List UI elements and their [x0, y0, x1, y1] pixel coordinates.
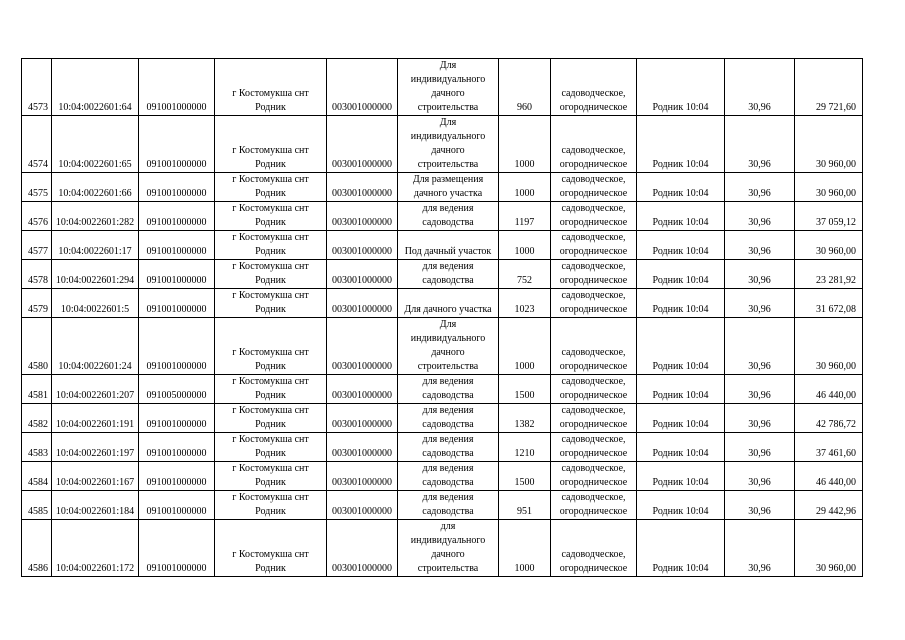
oktmo-code-cell: 003001000000: [327, 520, 398, 577]
row-number-cell: 4583: [22, 433, 52, 462]
address-line: г Костомукша снт: [232, 347, 309, 358]
permitted-use-line: индивидуального: [410, 74, 486, 85]
permitted-use-cell: [398, 116, 499, 173]
permitted-use-line: садоводства: [422, 477, 474, 488]
cadastral-number-cell: 10:04:0022601:24: [52, 318, 139, 375]
category-cell: [551, 375, 637, 404]
okato-code-cell: 091001000000: [139, 404, 215, 433]
category-line: огородническое: [559, 419, 628, 430]
category-line: огородническое: [559, 506, 628, 517]
unit-price-cell: 30,96: [725, 520, 795, 577]
address-line: г Костомукша снт: [232, 88, 309, 99]
table-row: [22, 59, 863, 116]
category-cell: [551, 433, 637, 462]
cadastral-number-cell: 10:04:0022601:197: [52, 433, 139, 462]
area-cell: 951: [499, 491, 551, 520]
category-cell: [551, 404, 637, 433]
permitted-use-line: для ведения: [422, 492, 474, 503]
category-line: садоводческое,: [561, 145, 626, 156]
permitted-use-cell: [398, 404, 499, 433]
address-cell: [215, 433, 327, 462]
table-row: [22, 202, 863, 231]
table-row: [22, 318, 863, 375]
permitted-use-line: дачного: [431, 88, 465, 99]
permitted-use-line: садоводства: [422, 275, 474, 286]
cadastral-value-cell: 23 281,92: [795, 260, 863, 289]
unit-price-cell: 30,96: [725, 433, 795, 462]
permitted-use-cell: [398, 231, 499, 260]
unit-price-cell: 30,96: [725, 202, 795, 231]
address-line: г Костомукша снт: [232, 232, 309, 243]
category-line: огородническое: [559, 217, 628, 228]
cadastral-value-cell: 31 672,08: [795, 289, 863, 318]
cadastral-value-cell: 30 960,00: [795, 520, 863, 577]
unit-price-cell: 30,96: [725, 375, 795, 404]
address-cell: [215, 116, 327, 173]
oktmo-code-cell: 003001000000: [327, 59, 398, 116]
address-line: Родник: [255, 304, 286, 315]
unit-price-cell: 30,96: [725, 59, 795, 116]
valuation-zone-cell: Родник 10:04: [637, 289, 725, 318]
cadastral-value-cell: 42 786,72: [795, 404, 863, 433]
table-row: [22, 173, 863, 202]
category-line: огородническое: [559, 361, 628, 372]
cadastral-number-cell: 10:04:0022601:184: [52, 491, 139, 520]
address-line: г Костомукша снт: [232, 203, 309, 214]
permitted-use-cell: [398, 433, 499, 462]
oktmo-code-cell: 003001000000: [327, 116, 398, 173]
address-cell: [215, 289, 327, 318]
permitted-use-line: садоводства: [422, 217, 474, 228]
oktmo-code-cell: 003001000000: [327, 433, 398, 462]
row-number-cell: 4577: [22, 231, 52, 260]
oktmo-code-cell: 003001000000: [327, 375, 398, 404]
unit-price-cell: 30,96: [725, 231, 795, 260]
row-number-cell: 4584: [22, 462, 52, 491]
address-line: г Костомукша снт: [232, 434, 309, 445]
permitted-use-cell: [398, 260, 499, 289]
category-cell: [551, 59, 637, 116]
oktmo-code-cell: 003001000000: [327, 491, 398, 520]
table-row: [22, 375, 863, 404]
oktmo-code-cell: 003001000000: [327, 318, 398, 375]
okato-code-cell: 091005000000: [139, 375, 215, 404]
table-row: [22, 404, 863, 433]
category-line: садоводческое,: [561, 203, 626, 214]
row-number-cell: 4581: [22, 375, 52, 404]
category-line: садоводческое,: [561, 549, 626, 560]
address-cell: [215, 520, 327, 577]
permitted-use-line: индивидуального: [410, 131, 486, 142]
permitted-use-cell: [398, 462, 499, 491]
oktmo-code-cell: 003001000000: [327, 202, 398, 231]
address-line: г Костомукша снт: [232, 463, 309, 474]
okato-code-cell: 091001000000: [139, 433, 215, 462]
address-cell: [215, 375, 327, 404]
address-line: г Костомукша снт: [232, 261, 309, 272]
category-line: огородническое: [559, 477, 628, 488]
permitted-use-cell: [398, 202, 499, 231]
unit-price-cell: 30,96: [725, 462, 795, 491]
permitted-use-line: Для: [439, 319, 457, 330]
table-row: [22, 289, 863, 318]
address-line: Родник: [255, 102, 286, 113]
category-line: садоводческое,: [561, 261, 626, 272]
row-number-cell: 4586: [22, 520, 52, 577]
category-line: огородническое: [559, 448, 628, 459]
category-line: огородническое: [559, 390, 628, 401]
category-cell: [551, 520, 637, 577]
address-cell: [215, 491, 327, 520]
unit-price-cell: 30,96: [725, 404, 795, 433]
address-line: Родник: [255, 448, 286, 459]
address-cell: [215, 59, 327, 116]
table-row: [22, 116, 863, 173]
valuation-zone-cell: Родник 10:04: [637, 231, 725, 260]
valuation-zone-cell: Родник 10:04: [637, 433, 725, 462]
unit-price-cell: 30,96: [725, 318, 795, 375]
permitted-use-line: индивидуального: [410, 535, 486, 546]
area-cell: 1197: [499, 202, 551, 231]
address-line: г Костомукша снт: [232, 492, 309, 503]
category-line: огородническое: [559, 304, 628, 315]
cadastral-number-cell: 10:04:0022601:167: [52, 462, 139, 491]
category-line: садоводческое,: [561, 174, 626, 185]
cadastral-value-cell: 30 960,00: [795, 318, 863, 375]
permitted-use-line: садоводства: [422, 506, 474, 517]
area-cell: 1000: [499, 231, 551, 260]
okato-code-cell: 091001000000: [139, 59, 215, 116]
table-row: [22, 433, 863, 462]
permitted-use-cell: [398, 173, 499, 202]
permitted-use-line: дачного участка: [413, 188, 483, 199]
oktmo-code-cell: 003001000000: [327, 260, 398, 289]
unit-price-cell: 30,96: [725, 491, 795, 520]
valuation-zone-cell: Родник 10:04: [637, 202, 725, 231]
permitted-use-cell: [398, 375, 499, 404]
row-number-cell: 4579: [22, 289, 52, 318]
category-cell: [551, 231, 637, 260]
okato-code-cell: 091001000000: [139, 116, 215, 173]
permitted-use-cell: [398, 59, 499, 116]
category-line: огородническое: [559, 563, 628, 574]
address-cell: [215, 260, 327, 289]
oktmo-code-cell: 003001000000: [327, 462, 398, 491]
address-line: Родник: [255, 275, 286, 286]
permitted-use-line: садоводства: [422, 419, 474, 430]
category-line: садоводческое,: [561, 290, 626, 301]
valuation-zone-cell: Родник 10:04: [637, 173, 725, 202]
permitted-use-line: для ведения: [422, 376, 474, 387]
category-line: огородническое: [559, 275, 628, 286]
cadastral-value-cell: 30 960,00: [795, 116, 863, 173]
category-cell: [551, 289, 637, 318]
permitted-use-cell: [398, 289, 499, 318]
okato-code-cell: 091001000000: [139, 260, 215, 289]
okato-code-cell: 091001000000: [139, 231, 215, 260]
permitted-use-line: Для: [439, 117, 457, 128]
address-line: Родник: [255, 563, 286, 574]
okato-code-cell: 091001000000: [139, 520, 215, 577]
area-cell: 1382: [499, 404, 551, 433]
table-row: [22, 491, 863, 520]
valuation-zone-cell: Родник 10:04: [637, 375, 725, 404]
category-line: садоводческое,: [561, 88, 626, 99]
category-line: садоводческое,: [561, 434, 626, 445]
permitted-use-line: Для: [439, 60, 457, 71]
unit-price-cell: 30,96: [725, 289, 795, 318]
land-plots-table: [21, 58, 863, 577]
category-cell: [551, 318, 637, 375]
okato-code-cell: 091001000000: [139, 491, 215, 520]
category-line: огородническое: [559, 246, 628, 257]
area-cell: 1500: [499, 375, 551, 404]
row-number-cell: 4574: [22, 116, 52, 173]
cadastral-number-cell: 10:04:0022601:65: [52, 116, 139, 173]
category-line: садоводческое,: [561, 376, 626, 387]
permitted-use-line: Для дачного участка: [404, 304, 492, 315]
cadastral-number-cell: 10:04:0022601:5: [52, 289, 139, 318]
category-line: огородническое: [559, 102, 628, 113]
valuation-zone-cell: Родник 10:04: [637, 116, 725, 173]
category-line: садоводческое,: [561, 405, 626, 416]
category-line: садоводческое,: [561, 232, 626, 243]
category-line: огородническое: [559, 188, 628, 199]
area-cell: 1000: [499, 520, 551, 577]
cadastral-value-cell: 37 059,12: [795, 202, 863, 231]
permitted-use-line: для ведения: [422, 203, 474, 214]
cadastral-number-cell: 10:04:0022601:282: [52, 202, 139, 231]
category-cell: [551, 173, 637, 202]
cadastral-value-cell: 29 442,96: [795, 491, 863, 520]
area-cell: 1000: [499, 318, 551, 375]
address-cell: [215, 231, 327, 260]
address-cell: [215, 202, 327, 231]
category-cell: [551, 462, 637, 491]
cadastral-number-cell: 10:04:0022601:294: [52, 260, 139, 289]
permitted-use-line: дачного: [431, 347, 465, 358]
permitted-use-line: строительства: [417, 563, 479, 574]
table-row: [22, 231, 863, 260]
permitted-use-line: индивидуального: [410, 333, 486, 344]
permitted-use-line: Для размещения: [412, 174, 484, 185]
address-line: г Костомукша снт: [232, 549, 309, 560]
category-line: садоводческое,: [561, 347, 626, 358]
cadastral-value-cell: 30 960,00: [795, 231, 863, 260]
permitted-use-cell: [398, 520, 499, 577]
cadastral-number-cell: 10:04:0022601:64: [52, 59, 139, 116]
okato-code-cell: 091001000000: [139, 289, 215, 318]
address-line: Родник: [255, 477, 286, 488]
valuation-zone-cell: Родник 10:04: [637, 404, 725, 433]
permitted-use-line: для ведения: [422, 463, 474, 474]
table-row: [22, 260, 863, 289]
category-cell: [551, 202, 637, 231]
permitted-use-line: строительства: [417, 361, 479, 372]
permitted-use-line: дачного: [431, 145, 465, 156]
row-number-cell: 4573: [22, 59, 52, 116]
cadastral-value-cell: 29 721,60: [795, 59, 863, 116]
area-cell: 1500: [499, 462, 551, 491]
okato-code-cell: 091001000000: [139, 318, 215, 375]
address-cell: [215, 404, 327, 433]
permitted-use-line: для ведения: [422, 261, 474, 272]
category-line: садоводческое,: [561, 463, 626, 474]
valuation-zone-cell: Родник 10:04: [637, 59, 725, 116]
area-cell: 1210: [499, 433, 551, 462]
area-cell: 1023: [499, 289, 551, 318]
address-cell: [215, 462, 327, 491]
row-number-cell: 4575: [22, 173, 52, 202]
unit-price-cell: 30,96: [725, 173, 795, 202]
address-cell: [215, 318, 327, 375]
permitted-use-line: садоводства: [422, 448, 474, 459]
address-line: Родник: [255, 188, 286, 199]
okato-code-cell: 091001000000: [139, 462, 215, 491]
valuation-zone-cell: Родник 10:04: [637, 491, 725, 520]
permitted-use-cell: [398, 491, 499, 520]
permitted-use-line: садоводства: [422, 390, 474, 401]
address-line: г Костомукша снт: [232, 405, 309, 416]
cadastral-value-cell: 37 461,60: [795, 433, 863, 462]
address-line: Родник: [255, 159, 286, 170]
row-number-cell: 4576: [22, 202, 52, 231]
cadastral-value-cell: 30 960,00: [795, 173, 863, 202]
address-line: г Костомукша снт: [232, 145, 309, 156]
row-number-cell: 4585: [22, 491, 52, 520]
valuation-zone-cell: Родник 10:04: [637, 462, 725, 491]
permitted-use-line: для ведения: [422, 405, 474, 416]
area-cell: 960: [499, 59, 551, 116]
valuation-zone-cell: Родник 10:04: [637, 260, 725, 289]
category-line: огородническое: [559, 159, 628, 170]
cadastral-value-cell: 46 440,00: [795, 375, 863, 404]
table-row: [22, 520, 863, 577]
row-number-cell: 4580: [22, 318, 52, 375]
address-cell: [215, 173, 327, 202]
address-line: Родник: [255, 506, 286, 517]
address-line: г Костомукша снт: [232, 290, 309, 301]
category-cell: [551, 491, 637, 520]
permitted-use-line: строительства: [417, 102, 479, 113]
oktmo-code-cell: 003001000000: [327, 404, 398, 433]
oktmo-code-cell: 003001000000: [327, 231, 398, 260]
cadastral-value-cell: 46 440,00: [795, 462, 863, 491]
oktmo-code-cell: 003001000000: [327, 289, 398, 318]
category-line: садоводческое,: [561, 492, 626, 503]
table-row: [22, 462, 863, 491]
address-line: Родник: [255, 246, 286, 257]
unit-price-cell: 30,96: [725, 116, 795, 173]
category-cell: [551, 260, 637, 289]
cadastral-number-cell: 10:04:0022601:17: [52, 231, 139, 260]
permitted-use-line: для ведения: [422, 434, 474, 445]
okato-code-cell: 091001000000: [139, 202, 215, 231]
cadastral-number-cell: 10:04:0022601:172: [52, 520, 139, 577]
area-cell: 1000: [499, 116, 551, 173]
permitted-use-line: строительства: [417, 159, 479, 170]
row-number-cell: 4578: [22, 260, 52, 289]
address-line: Родник: [255, 419, 286, 430]
address-line: Родник: [255, 390, 286, 401]
okato-code-cell: 091001000000: [139, 173, 215, 202]
address-line: г Костомукша снт: [232, 376, 309, 387]
area-cell: 752: [499, 260, 551, 289]
valuation-zone-cell: Родник 10:04: [637, 520, 725, 577]
address-line: Родник: [255, 361, 286, 372]
valuation-zone-cell: Родник 10:04: [637, 318, 725, 375]
permitted-use-line: для: [440, 521, 456, 532]
oktmo-code-cell: 003001000000: [327, 173, 398, 202]
address-line: Родник: [255, 217, 286, 228]
cadastral-number-cell: 10:04:0022601:191: [52, 404, 139, 433]
permitted-use-line: Под дачный участок: [404, 246, 492, 257]
row-number-cell: 4582: [22, 404, 52, 433]
permitted-use-cell: [398, 318, 499, 375]
permitted-use-line: дачного: [431, 549, 465, 560]
category-cell: [551, 116, 637, 173]
area-cell: 1000: [499, 173, 551, 202]
cadastral-number-cell: 10:04:0022601:207: [52, 375, 139, 404]
cadastral-number-cell: 10:04:0022601:66: [52, 173, 139, 202]
unit-price-cell: 30,96: [725, 260, 795, 289]
address-line: г Костомукша снт: [232, 174, 309, 185]
